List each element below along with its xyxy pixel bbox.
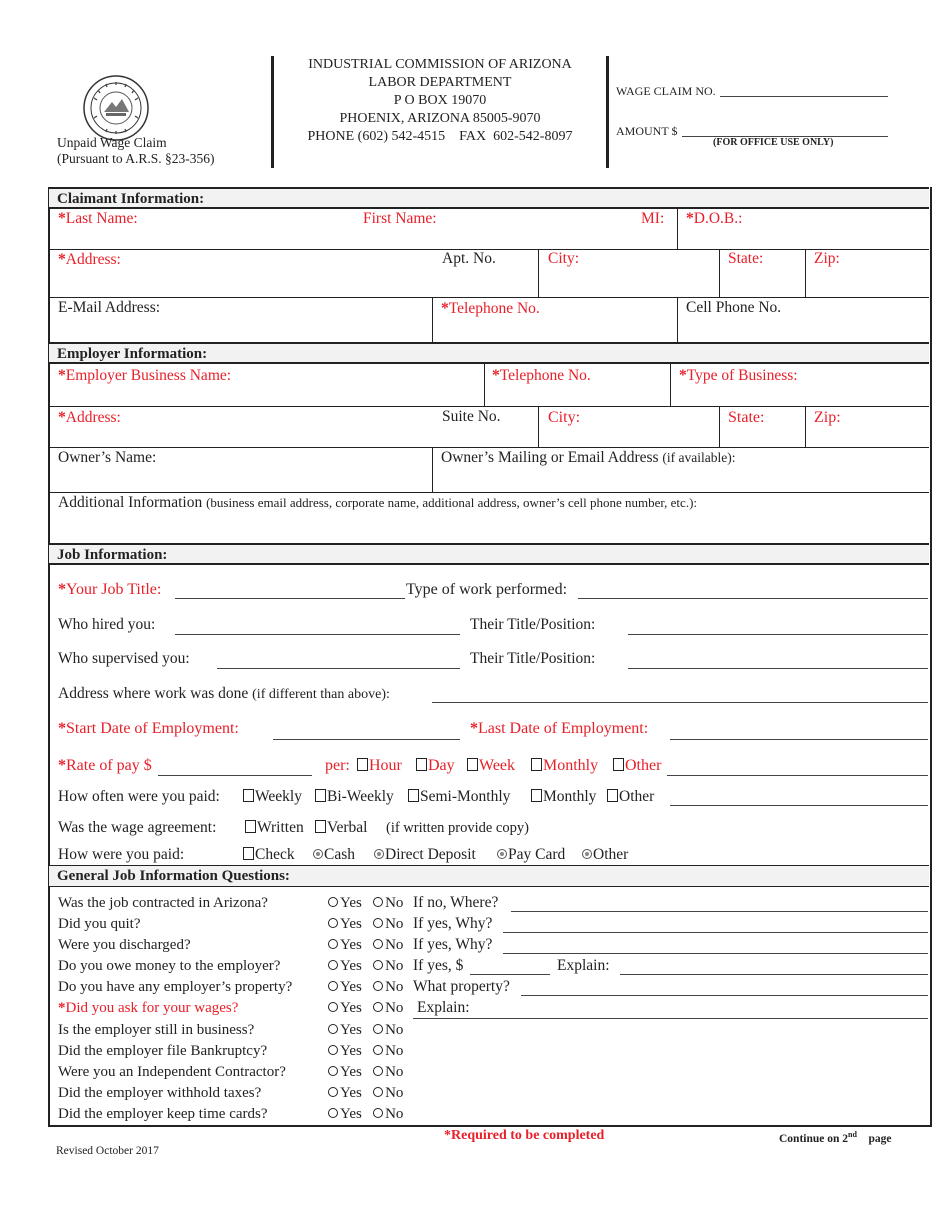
yes-no-group[interactable] — [328, 1085, 403, 1102]
radio-icon[interactable] — [328, 939, 338, 949]
followup-wages-explain-field[interactable] — [413, 1018, 928, 1019]
continue-note — [779, 1130, 891, 1145]
claimant-zip-label: Zip: — [814, 250, 840, 267]
radio-icon[interactable] — [373, 960, 383, 970]
how-paid-check-text: Check — [255, 846, 295, 863]
cell-divider — [677, 297, 678, 343]
work-type-field[interactable] — [578, 598, 928, 599]
checkbox-icon[interactable] — [315, 820, 326, 833]
who-supervised-label: Who supervised you: — [58, 650, 190, 667]
work-address-note: (if different than above): — [252, 687, 390, 702]
claimant-apt-label: Apt. No. — [442, 250, 496, 267]
checkbox-icon[interactable] — [613, 758, 624, 771]
row-divider — [49, 447, 929, 448]
start-date-field[interactable] — [273, 739, 460, 740]
yes-no-group[interactable] — [328, 916, 403, 933]
form-title-line1: Unpaid Wage Claim — [57, 135, 167, 150]
radio-icon[interactable] — [328, 1108, 338, 1118]
who-hired-field[interactable] — [175, 634, 460, 635]
header-divider-right — [606, 56, 609, 168]
per-other-option[interactable] — [613, 757, 661, 775]
radio-icon[interactable] — [328, 1066, 338, 1076]
claimant-cell-label: Cell Phone No. — [686, 299, 782, 316]
how-paid-cash-text: Cash — [324, 846, 355, 863]
form-title-line2: (Pursuant to A.R.S. §23-356) — [57, 151, 215, 166]
yes-label: Yes — [340, 916, 362, 932]
followup-owe-explain-field[interactable] — [620, 974, 928, 975]
no-label: No — [385, 958, 404, 974]
emp-type-divider — [670, 364, 671, 406]
no-label: No — [385, 979, 404, 995]
checkbox-icon[interactable] — [416, 758, 427, 771]
radio-icon[interactable] — [328, 1024, 338, 1034]
how-often-biweekly[interactable] — [315, 788, 394, 806]
row-divider — [49, 492, 929, 493]
supervisor-title-label: Their Title/Position: — [470, 650, 596, 667]
yes-label: Yes — [340, 895, 362, 911]
job-title-label: *Your Job Title: — [58, 581, 162, 598]
job-title-text: Your Job Title: — [66, 581, 162, 598]
dob-divider — [677, 208, 678, 249]
radio-icon[interactable] — [373, 1108, 383, 1118]
wage-claim-field[interactable] — [720, 96, 888, 97]
emp-city-divider — [538, 406, 539, 447]
required-note: *Required to be completed — [444, 1128, 605, 1143]
continue-end: page — [868, 1132, 892, 1145]
supervisor-title-field[interactable] — [628, 668, 928, 669]
how-often-semimonthly[interactable] — [408, 788, 510, 806]
checkbox-icon[interactable] — [245, 820, 256, 833]
yes-no-group[interactable] — [328, 958, 403, 975]
question-ask-wages-text: Did you ask for your wages? — [65, 1000, 239, 1016]
no-label: No — [385, 1064, 404, 1080]
radio-icon[interactable] — [313, 849, 323, 859]
checkbox-icon[interactable] — [243, 847, 254, 860]
claimant-mi-label: MI: — [641, 210, 665, 227]
yes-no-group[interactable] — [328, 1043, 403, 1060]
per-week-option[interactable] — [467, 757, 515, 775]
question-quit: Did you quit? — [58, 916, 141, 932]
employer-type-label: *Type of Business: — [679, 367, 798, 384]
last-date-field[interactable] — [670, 739, 928, 740]
claimant-section-title: Claimant Information: — [57, 191, 205, 207]
radio-icon[interactable] — [374, 849, 384, 859]
radio-icon[interactable] — [328, 1045, 338, 1055]
rate-label: *Rate of pay $ — [58, 757, 152, 774]
hired-title-label: Their Title/Position: — [470, 616, 596, 633]
claimant-email-label: E-Mail Address: — [58, 299, 161, 316]
checkbox-icon[interactable] — [607, 789, 618, 802]
state-divider — [719, 249, 720, 297]
claimant-last-name-label: *Last Name: — [58, 210, 138, 227]
rate-text: Rate of pay $ — [66, 757, 152, 774]
claimant-section-header — [49, 187, 929, 209]
no-label: No — [385, 937, 404, 953]
continue-sup: nd — [848, 1130, 857, 1139]
radio-icon[interactable] — [373, 1045, 383, 1055]
yes-no-group[interactable] — [328, 895, 403, 912]
claimant-address-text: Address: — [65, 251, 121, 268]
continue-text: Continue on 2 — [779, 1132, 849, 1145]
claimant-state-label: State: — [728, 250, 764, 267]
how-often-other-field[interactable] — [670, 805, 928, 806]
employer-address-text: Address: — [65, 409, 121, 426]
owner-mail-text: Owner’s Mailing or Email Address — [441, 449, 659, 466]
job-section-header — [49, 543, 929, 565]
question-owe-money: Do you owe money to the employer? — [58, 958, 281, 974]
radio-icon[interactable] — [373, 981, 383, 991]
no-label: No — [385, 1106, 404, 1122]
owner-mail-label — [441, 449, 736, 467]
how-often-biweekly-text: Bi-Weekly — [327, 788, 394, 805]
job-title-field[interactable] — [175, 598, 405, 599]
per-label: per: — [325, 757, 350, 774]
how-paid-other-text: Other — [593, 846, 629, 863]
question-contractor: Were you an Independent Contractor? — [58, 1064, 286, 1080]
followup-property-label: What property? — [413, 978, 510, 995]
per-hour-option[interactable] — [357, 757, 402, 775]
agreement-written[interactable] — [245, 819, 304, 837]
rate-field[interactable] — [158, 775, 312, 776]
additional-info-label — [58, 494, 697, 512]
followup-discharged-why-field[interactable] — [503, 953, 928, 954]
radio-icon[interactable] — [328, 1002, 338, 1012]
how-often-label: How often were you paid: — [58, 788, 220, 805]
radio-icon[interactable] — [582, 849, 592, 859]
question-property: Do you have any employer’s property? — [58, 979, 293, 995]
claimant-dob-text: D.O.B.: — [693, 210, 743, 227]
who-supervised-field[interactable] — [217, 668, 460, 669]
how-paid-other[interactable] — [582, 846, 628, 864]
employer-city-label: City: — [548, 409, 581, 426]
question-bankruptcy: Did the employer file Bankruptcy? — [58, 1043, 268, 1059]
wage-claim-label: WAGE CLAIM NO. — [616, 84, 716, 98]
radio-icon[interactable] — [373, 939, 383, 949]
employer-section-header — [49, 342, 929, 364]
start-date-text: Start Date of Employment: — [66, 720, 239, 737]
question-contracted: Was the job contracted in Arizona? — [58, 895, 268, 911]
employer-business-name-label: *Employer Business Name: — [58, 367, 232, 384]
zip-divider — [805, 249, 806, 297]
yes-label: Yes — [340, 937, 362, 953]
employer-telephone-text: Telephone No. — [499, 367, 591, 384]
employer-address-label: *Address: — [58, 409, 121, 426]
no-label: No — [385, 1043, 404, 1059]
employer-telephone-label: *Telephone No. — [492, 367, 591, 384]
agreement-verbal[interactable] — [315, 819, 367, 837]
how-paid-label: How were you paid: — [58, 846, 185, 863]
question-discharged: Were you discharged? — [58, 937, 191, 953]
checkbox-icon[interactable] — [408, 789, 419, 802]
no-label: No — [385, 1085, 404, 1101]
claimant-first-name-label: First Name: — [363, 210, 437, 227]
agreement-note: (if written provide copy) — [386, 820, 529, 836]
amount-label: AMOUNT $ — [616, 124, 678, 138]
yes-label: Yes — [340, 1000, 362, 1016]
radio-icon[interactable] — [328, 981, 338, 991]
radio-icon[interactable] — [373, 1087, 383, 1097]
no-label: No — [385, 916, 404, 932]
yes-no-group[interactable] — [328, 1064, 403, 1081]
radio-icon[interactable] — [328, 918, 338, 928]
agreement-label: Was the wage agreement: — [58, 819, 217, 836]
question-withhold-taxes: Did the employer withhold taxes? — [58, 1085, 262, 1101]
per-monthly-text: Monthly — [543, 757, 599, 774]
work-type-label: Type of work performed: — [406, 581, 568, 598]
radio-icon[interactable] — [328, 1087, 338, 1097]
how-paid-check[interactable] — [243, 846, 295, 864]
employer-state-label: State: — [728, 409, 765, 426]
agency-city: PHOENIX, ARIZONA 85005-9070 — [339, 111, 541, 126]
per-other-text: Other — [625, 757, 662, 774]
owner-name-label: Owner’s Name: — [58, 449, 157, 466]
radio-icon[interactable] — [373, 1066, 383, 1076]
agency-address — [275, 56, 605, 146]
checkbox-icon[interactable] — [243, 789, 254, 802]
followup-property-field[interactable] — [521, 995, 928, 996]
row-divider — [49, 297, 929, 298]
radio-icon[interactable] — [373, 1002, 383, 1012]
question-in-business: Is the employer still in business? — [58, 1022, 255, 1038]
claimant-city-label: City: — [548, 250, 580, 267]
agreement-written-text: Written — [257, 819, 304, 836]
radio-icon[interactable] — [373, 1024, 383, 1034]
agency-dept: LABOR DEPARTMENT — [368, 75, 512, 90]
emp-state-divider — [719, 406, 720, 447]
job-section-title: Job Information: — [57, 547, 168, 563]
per-monthly-option[interactable] — [531, 757, 598, 775]
how-often-other-text: Other — [619, 788, 655, 805]
agency-pobox: P O BOX 19070 — [393, 93, 487, 108]
per-day-text: Day — [428, 757, 455, 774]
how-paid-cash[interactable] — [313, 846, 355, 864]
checkbox-icon[interactable] — [531, 789, 542, 802]
yes-label: Yes — [340, 979, 362, 995]
how-often-monthly[interactable] — [531, 788, 596, 806]
no-label: No — [385, 1000, 404, 1016]
yes-label: Yes — [340, 1022, 362, 1038]
yes-no-group[interactable] — [328, 979, 403, 996]
employer-type-text: Type of Business: — [686, 367, 798, 384]
followup-where-label: If no, Where? — [413, 894, 499, 911]
question-ask-wages: *Did you ask for your wages? — [58, 1000, 239, 1016]
followup-quit-why-label: If yes, Why? — [413, 915, 493, 932]
claimant-address-label: *Address: — [58, 251, 121, 268]
employer-business-name-text: Employer Business Name: — [65, 367, 232, 384]
radio-icon[interactable] — [328, 897, 338, 907]
per-hour-text: Hour — [369, 757, 402, 774]
header-divider-left — [271, 56, 274, 168]
yes-no-group[interactable] — [328, 1106, 403, 1123]
office-use-note: (FOR OFFICE USE ONLY) — [713, 137, 834, 148]
emp-tel-divider — [484, 364, 485, 406]
general-section-header — [49, 865, 929, 887]
per-week-text: Week — [479, 757, 516, 774]
followup-quit-why-field[interactable] — [503, 932, 928, 933]
how-often-monthly-text: Monthly — [543, 788, 597, 805]
followup-owe-explain-label: Explain: — [557, 957, 610, 974]
employer-section-title: Employer Information: — [57, 346, 208, 362]
claimant-last-name-text: Last Name: — [65, 210, 138, 227]
followup-where-field[interactable] — [511, 911, 928, 912]
revised-note: Revised October 2017 — [56, 1145, 159, 1157]
work-address-field[interactable] — [432, 702, 928, 703]
state-seal-icon — [82, 74, 150, 142]
yes-label: Yes — [340, 958, 362, 974]
work-address-text: Address where work was done — [58, 685, 249, 702]
checkbox-icon[interactable] — [315, 789, 326, 802]
work-address-label — [58, 685, 390, 703]
claimant-dob-label: *D.O.B.: — [686, 210, 743, 227]
how-paid-direct-deposit[interactable] — [374, 846, 476, 864]
checkbox-icon[interactable] — [467, 758, 478, 771]
followup-discharged-why-label: If yes, Why? — [413, 936, 493, 953]
additional-info-note: (business email address, corporate name, additional address, owner’s cell phone number, etc.): — [206, 495, 698, 510]
radio-icon[interactable] — [373, 897, 383, 907]
general-section-title: General Job Information Questions: — [57, 868, 290, 884]
agency-name: INDUSTRIAL COMMISSION OF ARIZONA — [308, 57, 572, 72]
yes-label: Yes — [340, 1064, 362, 1080]
followup-wages-explain-label: Explain: — [417, 999, 470, 1016]
city-divider — [538, 249, 539, 297]
followup-owe-amount-label: If yes, $ — [413, 957, 464, 974]
yes-no-group[interactable] — [328, 1022, 403, 1039]
yes-label: Yes — [340, 1106, 362, 1122]
claimant-telephone-label: *Telephone No. — [441, 300, 540, 317]
owner-mail-note: (if available): — [662, 450, 736, 465]
agency-phone: PHONE (602) 542-4515 FAX 602-542-8097 — [307, 129, 573, 144]
yes-no-group[interactable] — [328, 937, 403, 954]
no-label: No — [385, 895, 404, 911]
radio-icon[interactable] — [373, 918, 383, 928]
owner-divider — [432, 447, 433, 492]
form-title — [57, 135, 215, 167]
last-date-text: Last Date of Employment: — [478, 720, 649, 737]
yes-no-group[interactable] — [328, 1000, 403, 1017]
employer-zip-label: Zip: — [814, 409, 841, 426]
emp-zip-divider — [805, 406, 806, 447]
employer-suite-label: Suite No. — [442, 408, 501, 425]
checkbox-icon[interactable] — [531, 758, 542, 771]
radio-icon[interactable] — [328, 960, 338, 970]
claimant-telephone-text: Telephone No. — [448, 300, 540, 317]
how-often-other[interactable] — [607, 788, 654, 806]
how-paid-pay-card[interactable] — [497, 846, 565, 864]
additional-info-text: Additional Information — [58, 494, 203, 511]
radio-icon[interactable] — [497, 849, 507, 859]
how-often-weekly-text: Weekly — [255, 788, 302, 805]
how-paid-direct-deposit-text: Direct Deposit — [385, 846, 476, 863]
per-other-field[interactable] — [667, 775, 928, 776]
agreement-verbal-text: Verbal — [327, 819, 368, 836]
per-day-option[interactable] — [416, 757, 455, 775]
who-hired-label: Who hired you: — [58, 616, 156, 633]
followup-owe-amount-field[interactable] — [470, 974, 550, 975]
tel-divider — [432, 297, 433, 343]
question-time-cards: Did the employer keep time cards? — [58, 1106, 268, 1122]
yes-label: Yes — [340, 1085, 362, 1101]
no-label: No — [385, 1022, 404, 1038]
checkbox-icon[interactable] — [357, 758, 368, 771]
last-date-label: *Last Date of Employment: — [470, 720, 649, 737]
how-often-semimonthly-text: Semi-Monthly — [420, 788, 511, 805]
row-divider — [49, 406, 929, 407]
how-often-weekly[interactable] — [243, 788, 302, 806]
how-paid-pay-card-text: Pay Card — [508, 846, 566, 863]
start-date-label: *Start Date of Employment: — [58, 720, 239, 737]
yes-label: Yes — [340, 1043, 362, 1059]
hired-title-field[interactable] — [628, 634, 928, 635]
